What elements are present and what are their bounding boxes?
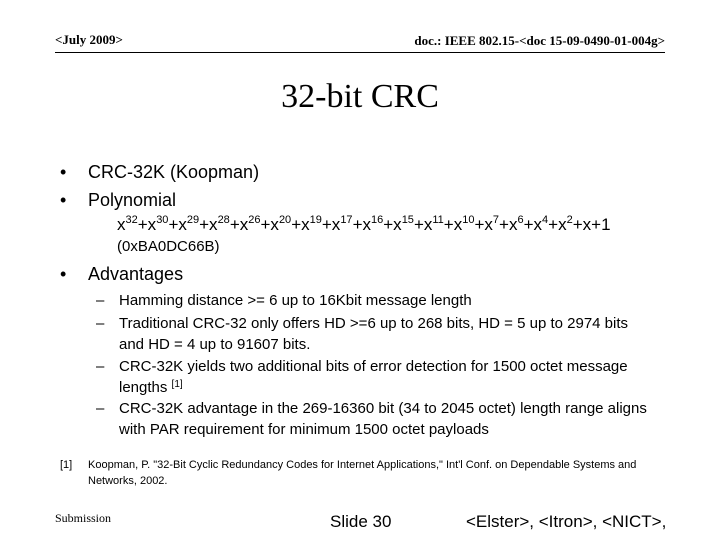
- bullet-advantages: [60, 264, 183, 285]
- footnote-number: [1]: [60, 459, 73, 471]
- advantage-text-main: CRC-32K yields two additional bits of error detection for 1500 octet message lengths: [119, 358, 628, 396]
- polynomial-exponent: 15: [401, 214, 414, 226]
- dash-marker: –: [96, 400, 105, 417]
- polynomial-term: +x: [383, 215, 402, 234]
- polynomial-exponent: 30: [156, 214, 169, 226]
- polynomial-term: +x: [321, 215, 341, 234]
- polynomial-term: +x: [229, 215, 249, 234]
- polynomial-term: +x: [260, 215, 279, 234]
- footer-authors: <Elster>, <Itron>, <NICT>,: [466, 512, 667, 531]
- polynomial-exponent: 20: [278, 214, 292, 226]
- advantage-item: [96, 356, 656, 398]
- advantage-text: CRC-32K advantage in the 269-16360 bit (34 to 2045 octet) length range aligns with PAR requirement for minimum 1500 octet payloads: [119, 400, 647, 438]
- bullet-marker: •: [60, 162, 67, 182]
- footnote-text: Koopman, P. "32-Bit Cyclic Redundancy Codes for Internet Applications," Int'l Conf. on Dependable Systems and Networks, 2002.: [88, 459, 637, 487]
- header-doc-id: doc.: IEEE 802.15-<doc 15-09-0490-01-004g>: [414, 33, 665, 48]
- advantage-text: Traditional CRC-32 only offers HD >=6 up to 268 bits, HD = 5 up to 2974 bits and HD = 4 up to 91607 bits.: [119, 315, 629, 353]
- footer-submission: Submission: [55, 511, 112, 525]
- polynomial-exponent: 19: [309, 214, 322, 226]
- advantage-text: Hamming distance >= 6 up to 16Kbit message length: [119, 292, 472, 309]
- bullet-text: Polynomial: [88, 190, 177, 210]
- polynomial-term: +x: [499, 215, 518, 234]
- polynomial-exponent: 2: [566, 214, 573, 226]
- dash-marker: –: [96, 358, 105, 375]
- polynomial-term: +x+1: [572, 215, 611, 234]
- polynomial-term: +x: [548, 215, 567, 234]
- polynomial-term: +x: [443, 215, 463, 234]
- polynomial-term: +x: [352, 215, 371, 234]
- polynomial-exponent: 11: [432, 214, 444, 226]
- footnote-reference: [60, 457, 660, 489]
- header-date: <July 2009>: [55, 32, 123, 47]
- polynomial-term: +x: [523, 215, 543, 234]
- polynomial-term: +x: [291, 215, 310, 234]
- polynomial-term: +x: [199, 215, 218, 234]
- polynomial-term: +x: [474, 215, 493, 234]
- polynomial-term: +x: [168, 215, 187, 234]
- polynomial-term: x: [117, 215, 126, 234]
- advantage-item: [96, 313, 656, 355]
- slide-title: 32-bit CRC: [281, 78, 439, 115]
- bullet-crc32k: [60, 162, 259, 183]
- bullet-marker: •: [60, 190, 67, 210]
- polynomial-exponent: 28: [217, 214, 230, 226]
- bullet-polynomial: [60, 190, 176, 211]
- polynomial-expression: [117, 215, 611, 235]
- dash-marker: –: [96, 292, 105, 309]
- bullet-marker: •: [60, 264, 67, 284]
- header-divider: [55, 52, 665, 53]
- advantage-text: [119, 356, 656, 398]
- polynomial-exponent: 4: [542, 214, 549, 226]
- polynomial-exponent: 32: [125, 214, 138, 226]
- polynomial-exponent: 10: [462, 214, 475, 226]
- polynomial-exponent: 16: [371, 214, 384, 226]
- polynomial-term: +x: [413, 215, 433, 234]
- citation-marker: [1]: [171, 379, 183, 390]
- polynomial-exponent: 29: [186, 214, 200, 226]
- polynomial-exponent: 26: [248, 214, 261, 226]
- polynomial-exponent: 7: [492, 214, 500, 226]
- polynomial-terms: [117, 215, 611, 234]
- slide-number: Slide 30: [330, 512, 392, 531]
- dash-marker: –: [96, 315, 105, 332]
- polynomial-term: +x: [137, 215, 157, 234]
- bullet-text: CRC-32K (Koopman): [88, 162, 260, 182]
- advantage-item: [96, 398, 656, 440]
- polynomial-exponent: 17: [340, 214, 353, 226]
- advantage-item: [96, 290, 656, 311]
- bullet-text: Advantages: [88, 264, 184, 284]
- polynomial-hex: (0xBA0DC66B): [117, 238, 220, 255]
- polynomial-exponent: 6: [517, 214, 524, 226]
